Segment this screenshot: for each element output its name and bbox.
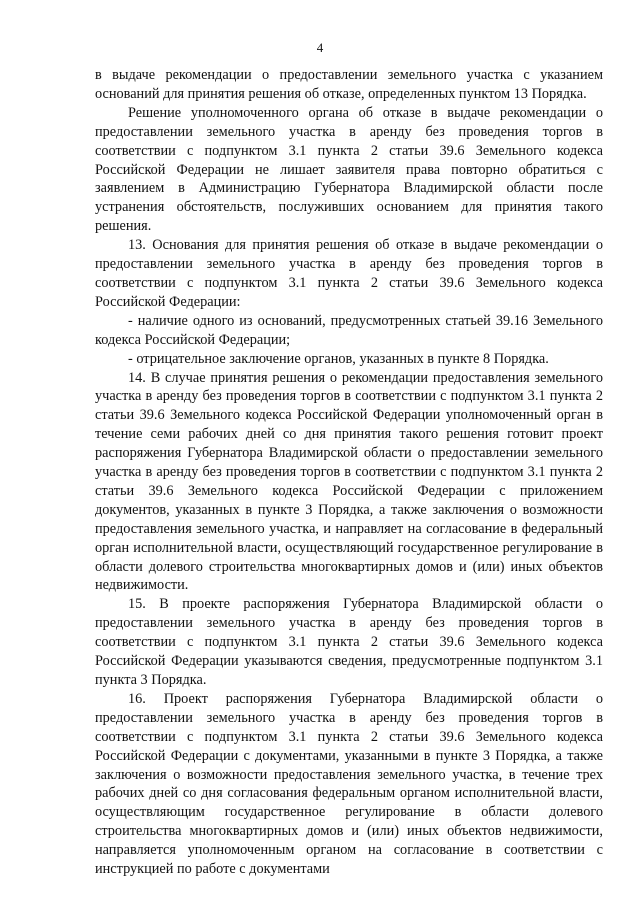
paragraph-continuation: в выдаче рекомендации о предоставлении земельного участка с указанием оснований для принятия решения об отказе, определенных пунктом 13 Порядка. [95,67,603,102]
list-item-grounds-1: - наличие одного из оснований, предусмотренных статьей 39.16 Земельного кодекса Российской Федерации; [95,312,603,348]
paragraph-refusal-decision: Решение уполномоченного органа об отказе в выдаче рекомендации о предоставлении земельного участка в аренду без проведения торгов в соответствии с подпунктом 3.1 пункта 2 статьи 39.6 Земельного кодекса Российской Федерации не лишает заявителя права повторно обратиться с заявлением в Администрацию Губернатора Владимирской области после устранения обстоятельств, послуживших основанием для принятия такого решения. [95,104,603,235]
page-number: 4 [316,40,324,55]
paragraph-15: 15. В проекте распоряжения Губернатора Владимирской области о предоставлении земельного участка в аренду без проведения торгов в соответствии с подпунктом 3.1 пункта 2 статьи 39.6 Земельного кодекса Российской Федерации указываются сведения, предусмотренные подпунктом 3.1 пункта 3 Порядка. [95,596,603,688]
paragraph-14: 14. В случае принятия решения о рекомендации предоставления земельного участка в аренду без проведения торгов в соответствии с подпунктом 3.1 пункта 2 статьи 39.6 Земельного кодекса Российской Федерации уполномоченный орган в течение семи рабочих дней со дня принятия такого решения готовит проект распоряжения Губернатора Владимирской области о предоставлении земельного участка в аренду без проведения торгов в соответствии с подпунктом 3.1 пункта 2 статьи 39.6 Земельного кодекса Российской Федерации с приложением документов, указанных в пункте 3 Порядка, а также заключения о возможности предоставления земельного участка, и направляет на согласование в федеральный орган исполнительной власти, осуществляющий государственное регулирование в области долевого строительства многоквартирных домов и (или) иных объектов недвижимости. [95,369,603,594]
list-item-grounds-2: - отрицательное заключение органов, указанных в пункте 8 Порядка. [128,350,549,367]
document-body [95,66,603,879]
paragraph-13-grounds: 13. Основания для принятия решения об отказе в выдаче рекомендации о предоставлении земельного участка в аренду без проведения торгов в соответствии с подпунктом 3.1 пункта 2 статьи 39.6 Земельного кодекса Российской Федерации: [95,237,603,310]
paragraph-16: 16. Проект распоряжения Губернатора Владимирской области о предоставлении земельного участка в аренду без проведения торгов в соответствии с подпунктом 3.1 пункта 2 статьи 39.6 Земельного кодекса Российской Федерации с документами, указанными в пункте 3 Порядка, а также заключения о возможности предоставления земельного участка, в течение трех рабочих дней со дня согласования федеральным органом исполнительной власти, осуществляющим государственное регулирование в области долевого строительства многоквартирных домов и (или) иных объектов недвижимости, направляется уполномоченным органом на согласование в соответствии с инструкцией по работе с документами [95,690,603,878]
